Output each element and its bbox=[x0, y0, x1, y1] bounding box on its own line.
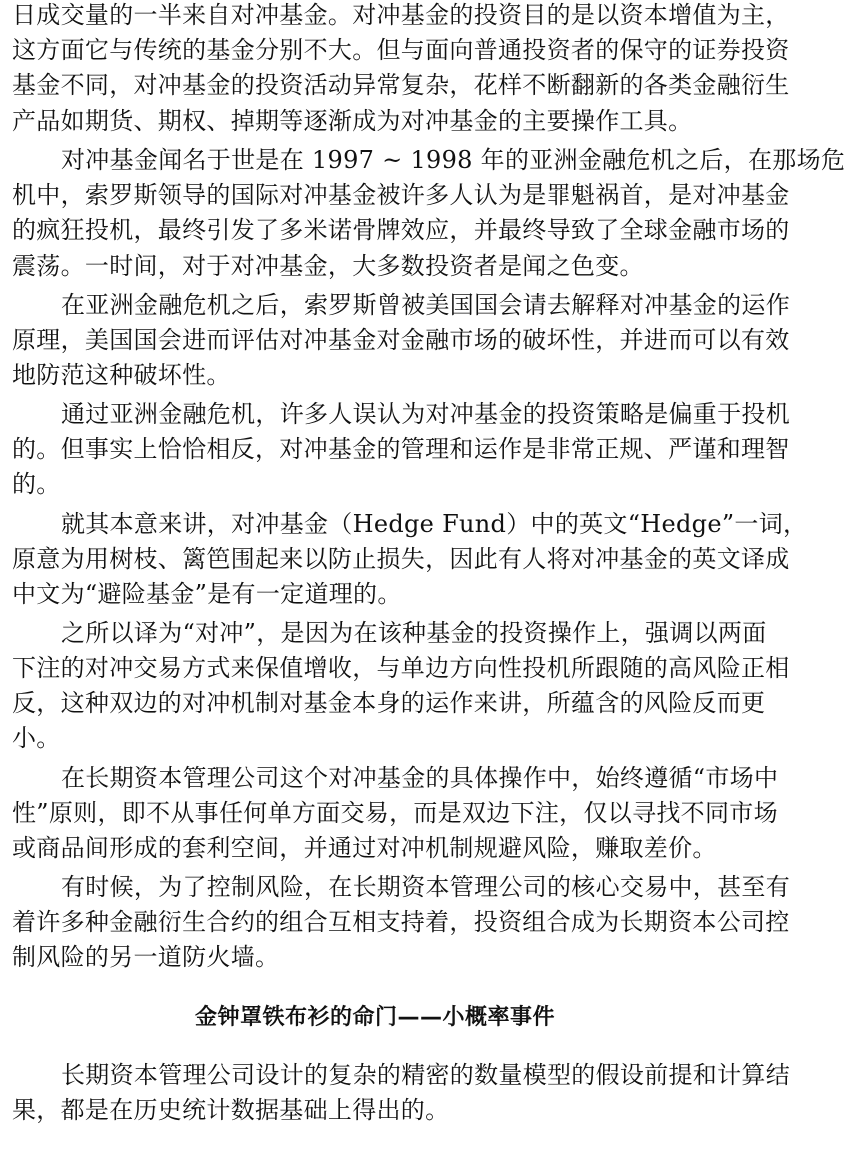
text-line: 的疯狂投机，最终引发了多米诺骨牌效应，并最终导致了全球金融市场的 bbox=[12, 216, 790, 244]
text-line: 原意为用树枝、篱笆围起来以防止损失，因此有人将对冲基金的英文译成 bbox=[12, 545, 790, 573]
text-line: 长期资本管理公司设计的复杂的精密的数量模型的假设前提和计算结 bbox=[61, 1061, 790, 1089]
text-line: 的。 bbox=[12, 470, 61, 498]
text-line: 地防范这种破坏性。 bbox=[12, 361, 231, 389]
text-line: 产品如期货、期权、掉期等逐渐成为对冲基金的主要操作工具。 bbox=[12, 107, 693, 135]
text-line: 下注的对冲交易方式来保值增收，与单边方向性投机所跟随的高风险正相 bbox=[12, 654, 790, 682]
text-line: 小。 bbox=[12, 724, 61, 752]
text-line: 的。但事实上恰恰相反，对冲基金的管理和运作是非常正规、严谨和理智 bbox=[12, 435, 790, 463]
text-line: 对冲基金闻名于世是在 1997 ~ 1998 年的亚洲金融危机之后，在那场危 bbox=[61, 146, 845, 174]
text-line: 就其本意来讲，对冲基金（Hedge Fund）中的英文“Hedge”一词， bbox=[61, 510, 808, 538]
section-heading: 金钟罩铁布衫的命门——小概率事件 bbox=[194, 1005, 555, 1030]
text-line: 着许多种金融衍生合约的组合互相支持着，投资组合成为长期资本公司控 bbox=[12, 908, 790, 936]
text-line: 基金不同，对冲基金的投资活动异常复杂，花样不断翻新的各类金融衍生 bbox=[12, 71, 790, 99]
text-line: 性”原则，即不从事任何单方面交易，而是双边下注，仅以寻找不同市场 bbox=[12, 799, 778, 827]
text-line: 原理，美国国会进而评估对冲基金对金融市场的破坏性，并进而可以有效 bbox=[12, 326, 790, 354]
text-line: 日成交量的一半来自对冲基金。对冲基金的投资目的是以资本增值为主， bbox=[12, 1, 790, 29]
text-line: 中文为“避险基金”是有一定道理的。 bbox=[12, 580, 402, 608]
text-line: 或商品间形成的套利空间，并通过对冲机制规避风险，赚取差价。 bbox=[12, 834, 717, 862]
text-line: 机中，索罗斯领导的国际对冲基金被许多人认为是罪魁祸首，是对冲基金 bbox=[12, 181, 790, 209]
text-line: 通过亚洲金融危机，许多人误认为对冲基金的投资策略是偏重于投机 bbox=[61, 400, 790, 428]
text-line: 在长期资本管理公司这个对冲基金的具体操作中，始终遵循“市场中 bbox=[61, 764, 779, 792]
text-line: 果，都是在历史统计数据基础上得出的。 bbox=[12, 1096, 450, 1124]
text-line: 之所以译为“对冲”，是因为在该种基金的投资操作上，强调以两面 bbox=[61, 619, 767, 647]
text-line: 在亚洲金融危机之后，索罗斯曾被美国国会请去解释对冲基金的运作 bbox=[61, 291, 790, 319]
text-line: 震荡。一时间，对于对冲基金，大多数投资者是闻之色变。 bbox=[12, 252, 644, 280]
text-line: 制风险的另一道防火墙。 bbox=[12, 943, 280, 971]
text-line: 有时候，为了控制风险，在长期资本管理公司的核心交易中，甚至有 bbox=[61, 873, 790, 901]
text-line: 反，这种双边的对冲机制对基金本身的运作来讲，所蕴含的风险反而更 bbox=[12, 689, 766, 717]
text-line: 这方面它与传统的基金分别不大。但与面向普通投资者的保守的证券投资 bbox=[12, 36, 790, 64]
